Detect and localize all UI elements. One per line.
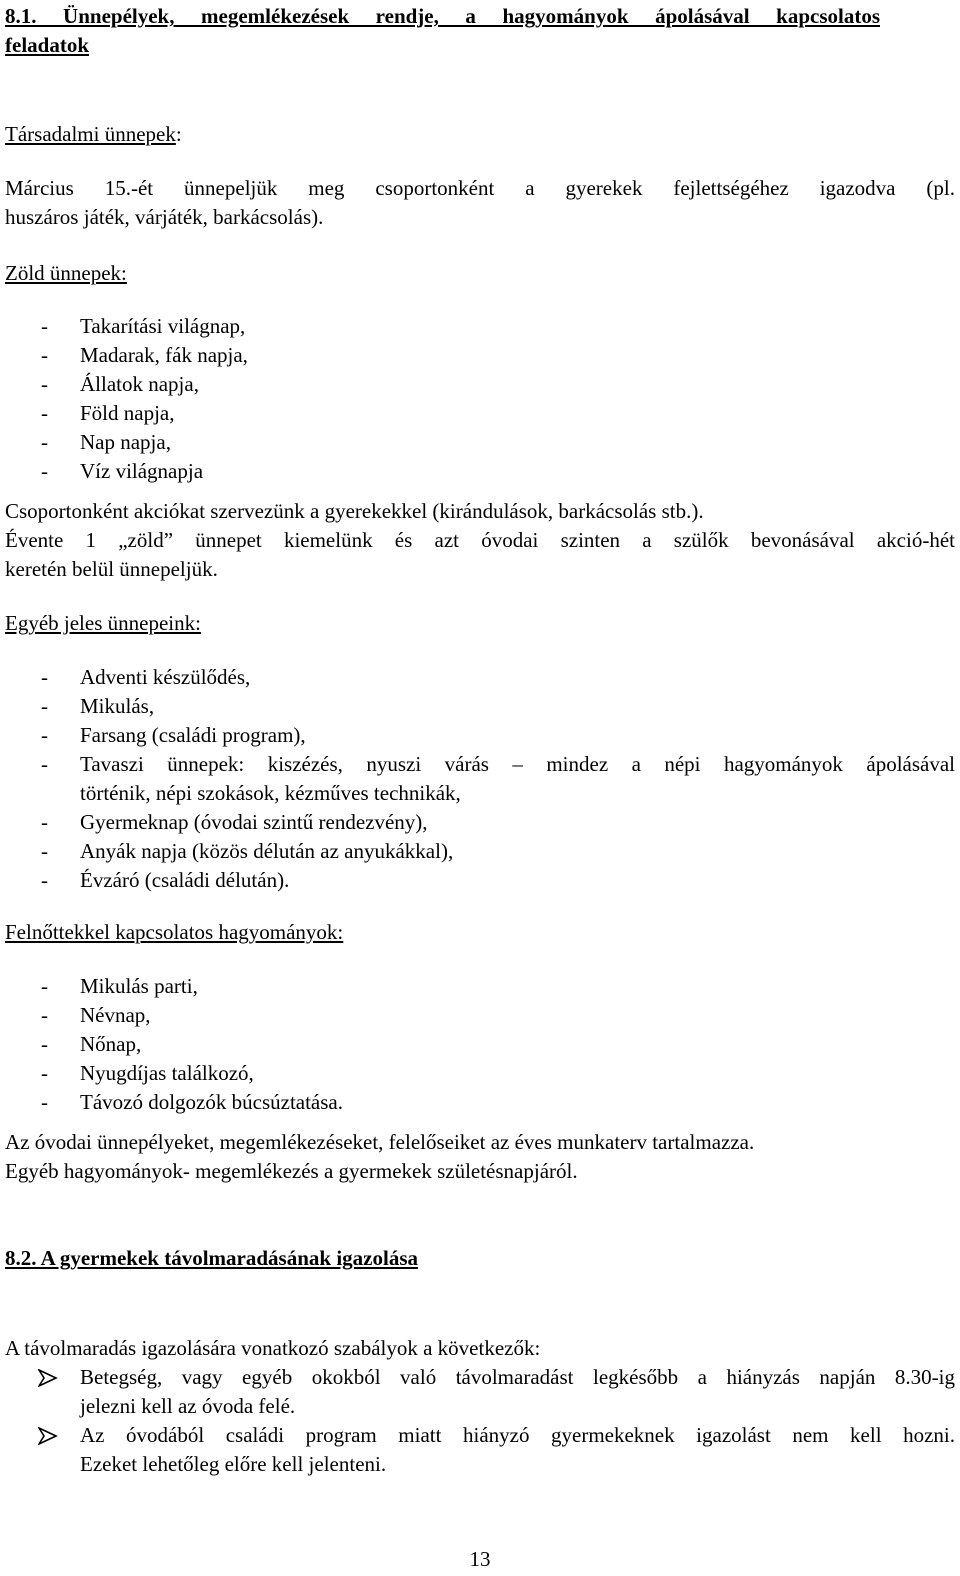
zold-label: Zöld ünnepek:: [5, 261, 127, 285]
closing-paragraph-line1: Az óvodai ünnepélyeket, megemlékezéseket, felelőseiket az éves munkaterv tartalmazza.: [5, 1130, 755, 1154]
list-item: - Víz világnapja: [41, 459, 204, 483]
list-item: - Állatok napja,: [41, 372, 199, 396]
egyeb-label: Egyéb jeles ünnepeink:: [5, 611, 201, 635]
list-item: - Anyák napja (közös délután az anyukákkal),: [41, 839, 454, 863]
section-heading-8-1-line2: feladatok: [5, 33, 89, 57]
tavolmaradas-intro: A távolmaradás igazolására vonatkozó szabályok a következők:: [5, 1336, 541, 1360]
list-item: - Névnap,: [41, 1003, 151, 1027]
list-item: - Távozó dolgozók búcsúztatása.: [41, 1090, 343, 1114]
list-item: Betegség, vagy egyéb okokból való távolmaradást legkésőbb a hiányzás napján 8.30-ig jelezni kell az óvoda felé.: [5, 1363, 955, 1421]
list-item: - Farsang (családi program),: [41, 723, 306, 747]
csoport-paragraph: Csoportonként akciókat szervezünk a gyerekekkel (kirándulások, barkácsolás stb.).: [5, 499, 704, 523]
list-item: - Nőnap,: [41, 1032, 142, 1056]
evente-paragraph-line1: Évente 1 „zöld” ünnepet kiemelünk és azt óvodai szinten a szülők bevonásával akció-hét: [5, 528, 955, 552]
section-heading-8-1-line1: 8.1. Ünnepélyek, megemlékezések rendje, a hagyományok ápolásával kapcsolatos: [5, 4, 880, 28]
arrow-bullet-icon: [38, 1369, 58, 1387]
list-item: - Nap napja,: [41, 430, 171, 454]
egyeb-list: [5, 663, 955, 895]
list-item: Az óvodából családi program miatt hiányzó gyermekeknek igazolást nem kell hozni. Ezeket lehetőleg előre kell jelenteni.: [5, 1421, 955, 1479]
list-item: - Nyugdíjas találkozó,: [41, 1061, 254, 1085]
tarsadalmi-label: [5, 120, 182, 149]
felnott-label: Felnőttekkel kapcsolatos hagyományok:: [5, 920, 344, 944]
marcius-paragraph-line1: Március 15.-ét ünnepeljük meg csoportonként a gyerekek fejlettségéhez igazodva (pl.: [5, 176, 955, 200]
tarsadalmi-label-text: Társadalmi ünnepek: [5, 122, 176, 146]
closing-paragraph-line2: Egyéb hagyományok- megemlékezés a gyermekek születésnapjáról.: [5, 1159, 578, 1183]
arrow-bullet-icon: [38, 1427, 58, 1445]
evente-paragraph-line2: keretén belül ünnepeljük.: [5, 557, 218, 581]
list-item: - Föld napja,: [41, 401, 175, 425]
list-item: - Gyermeknap (óvodai szintű rendezvény),: [41, 810, 428, 834]
list-item: - Takarítási világnap,: [41, 314, 246, 338]
page-number: 13: [469, 1547, 491, 1571]
section-heading-8-2: 8.2. A gyermekek távolmaradásának igazolása: [5, 1246, 418, 1270]
list-item: - Mikulás parti,: [41, 974, 198, 998]
marcius-paragraph-line2: huszáros játék, várjáték, barkácsolás).: [5, 205, 324, 229]
tavolmaradas-list: [5, 1363, 955, 1479]
list-item: - Évzáró (családi délután).: [41, 868, 290, 892]
list-item: - Tavaszi ünnepek: kiszézés, nyuszi várás – mindez a népi hagyományok ápolásával történik, népi szokások, kézműves technikák,: [41, 752, 955, 805]
felnott-list: [5, 972, 955, 1117]
list-item: - Madarak, fák napja,: [41, 343, 248, 367]
list-item: - Adventi készülődés,: [41, 665, 251, 689]
list-item: - Mikulás,: [41, 694, 155, 718]
zold-list: [5, 312, 955, 486]
tarsadalmi-colon: :: [175, 122, 182, 146]
